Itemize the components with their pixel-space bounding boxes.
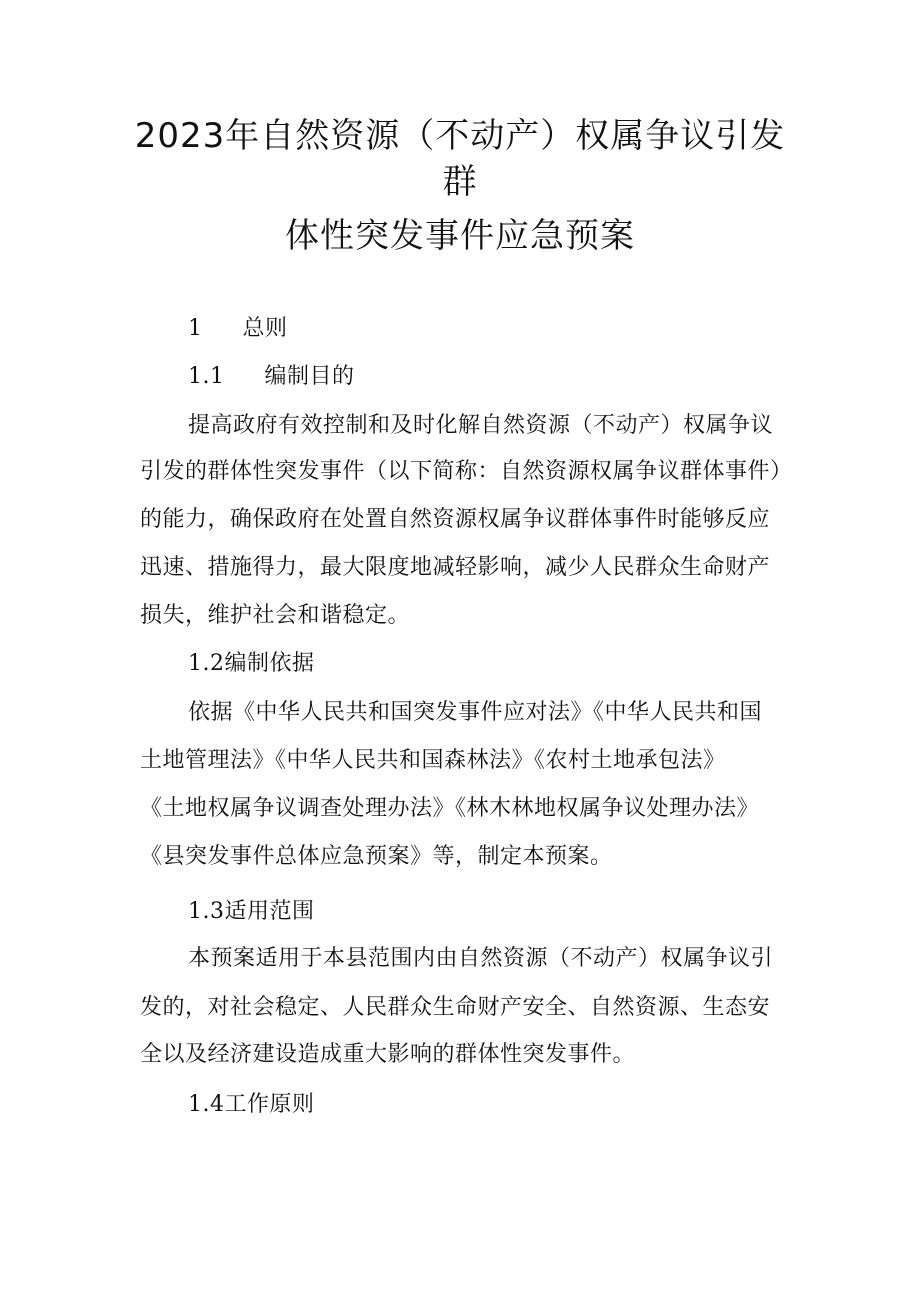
paragraph-line: 的能力，确保政府在处置自然资源权属争议群体事件时能够反应 (140, 507, 771, 532)
paragraph-line: 发的，对社会稳定、人民群众生命财产安全、自然资源、生态安 (140, 995, 771, 1020)
paragraph-line: 损失，维护社会和谐稳定。 (140, 603, 411, 628)
paragraph-line: 《县突发事件总体应急预案》等，制定本预案。 (140, 844, 613, 869)
paragraph-line: 引发的群体性突发事件（以下简称：自然资源权属争议群体事件） (140, 459, 793, 484)
section-title: 总则 (242, 316, 288, 341)
paragraph-line: 迅速、措施得力，最大限度地减轻影响，减少人民群众生命财产 (140, 555, 771, 580)
paragraph-line: 依据《中华人民共和国突发事件应对法》《中华人民共和国 (188, 700, 763, 725)
section-number: 1.1 (188, 364, 225, 389)
document-title-line-1: 2023年自然资源（不动产）权属争议引发 (134, 116, 786, 156)
paragraph-line: 土地管理法》《中华人民共和国森林法》《农村土地承包法》 (140, 748, 726, 773)
paragraph-line: 提高政府有效控制和及时化解自然资源（不动产）权属争议 (188, 413, 774, 438)
paragraph-line: 本预案适用于本县范围内由自然资源（不动产）权属争议引 (188, 946, 774, 971)
document-title-line-3: 体性突发事件应急预案 (285, 216, 635, 256)
section-1-3-heading: 1.3适用范围 (188, 899, 315, 924)
document-title-line-2: 群 (442, 162, 478, 202)
section-1-heading (188, 314, 848, 344)
section-title: 编制目的 (264, 364, 355, 389)
paragraph-line: 全以及经济建设造成重大影响的群体性突发事件。 (140, 1042, 636, 1067)
section-number: 1 (188, 316, 203, 341)
section-1-4-heading: 1.4工作原则 (188, 1092, 315, 1117)
paragraph-line: 《土地权属争议调查处理办法》《林木林地权属争议处理办法》 (140, 796, 760, 821)
section-1-1-heading (188, 362, 848, 392)
section-1-2-heading: 1.2编制依据 (188, 651, 315, 676)
